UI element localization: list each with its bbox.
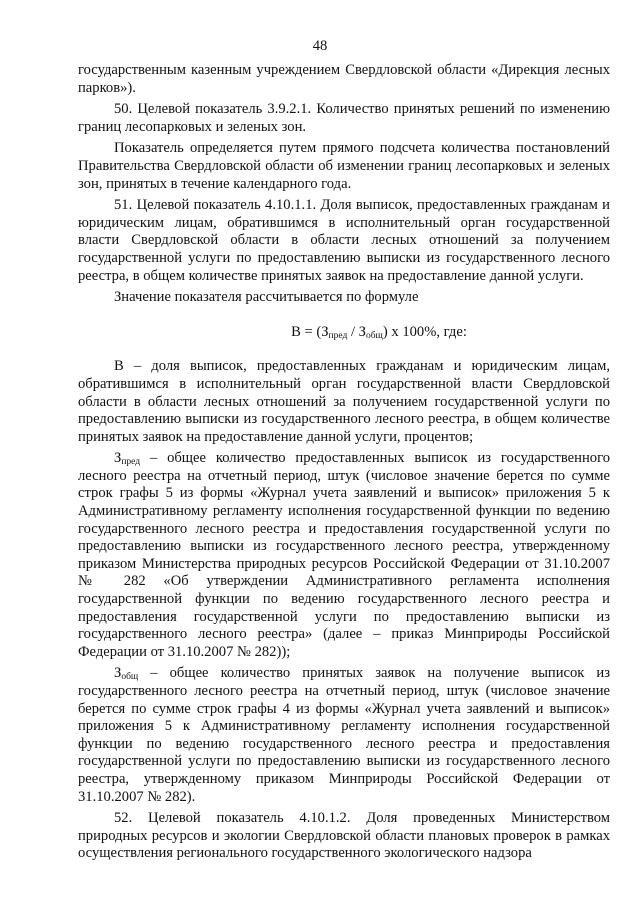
formula-sub-pred: пред [328, 330, 348, 341]
paragraph-definition-b: В – доля выписок, предоставленных гражданам и юридическим лицам, обратившимся в исполнительный орган государственной власти Свердловской области в области лесных отношений за получением государственной услуги по предоставлению выписки из государственного лесного реестра, в общем количестве принятых заявок на предоставление данной услуги, процентов; [78, 358, 610, 445]
paragraph-continuation: государственным казенным учреждением Свердловской области «Дирекция лесных парков»). [78, 62, 610, 96]
document-body [78, 62, 610, 863]
paragraph-definition-z-pred [78, 450, 610, 661]
formula-mid: / З [347, 323, 366, 340]
definition-text: – общее количество принятых заявок на получение выписок из государственного лесного реестра на отчетный период, штук (числовое значение берется по сумме строк графы 4 из формы «Журнал учета заявлений и выписок» приложения 5 к Административному регламенту исполнения государственной функции по ведению государственного лесного реестра и предоставления государственной услуги по предоставлению выписки из государственного лесного реестра, утвержденному приказом Минприроды Российской Федерации от 31.10.2007 № 282). [78, 665, 610, 805]
formula-sub-obsh: общ [365, 330, 383, 341]
symbol-z: З [114, 665, 122, 682]
definition-text: – общее количество предоставленных выписок из государственного лесного реестра на отчетный период, штук (числовое значение берется по сумме строк графы 5 из формы «Журнал учета заявлений и выписок» приложения 5 к Административному регламенту исполнения государственной функции по ведению государственного лесного реестра и предоставления государственной услуги по предоставлению выписки из государственного лесного реестра, утвержденному приказом Министерства природных ресурсов Российской Федерации от 31.10.2007 № 282 «Об утверждении Административного регламента исполнения государственной функции по ведению государственного лесного реестра и предоставления государственной услуги по предоставлению выписки из государственного лесного реестра» (далее – приказ Минприроды Российской Федерации от 31.10.2007 № 282)); [78, 450, 610, 660]
paragraph-indicator-51: 51. Целевой показатель 4.10.1.1. Доля выписок, предоставленных гражданам и юридическим лицам, обратившимся в исполнительный орган государственной власти Свердловской области в области лесных отношений за получением государственной услуги по предоставлению выписки из государственного лесного реестра, в общем количестве принятых заявок на предоставление данной услуги. [78, 197, 610, 284]
symbol-sub-pred: пред [121, 457, 141, 468]
symbol-sub-obsh: общ [121, 672, 139, 683]
formula-lhs: В = (З [291, 323, 329, 340]
paragraph-indicator-50-method: Показатель определяется путем прямого подсчета количества постановлений Правительства Свердловской области об изменении границ лесопарковых и зеленых зон, принятых в течение календарного года. [78, 140, 610, 192]
paragraph-indicator-52: 52. Целевой показатель 4.10.1.2. Доля проведенных Министерством природных ресурсов и экологии Свердловской области плановых проверок в рамках осуществления регионального государственного экологического надзора [78, 810, 610, 862]
paragraph-formula-intro: Значение показателя рассчитывается по формуле [114, 289, 419, 306]
page-number: 48 [312, 38, 328, 54]
formula-rhs: ) x 100%, где: [382, 323, 467, 340]
paragraph-indicator-50: 50. Целевой показатель 3.9.2.1. Количество принятых решений по изменению границ лесопарковых и зеленых зон. [78, 101, 610, 135]
symbol-z: З [114, 450, 122, 467]
paragraph-definition-z-obsh [78, 665, 610, 806]
formula [78, 324, 610, 342]
